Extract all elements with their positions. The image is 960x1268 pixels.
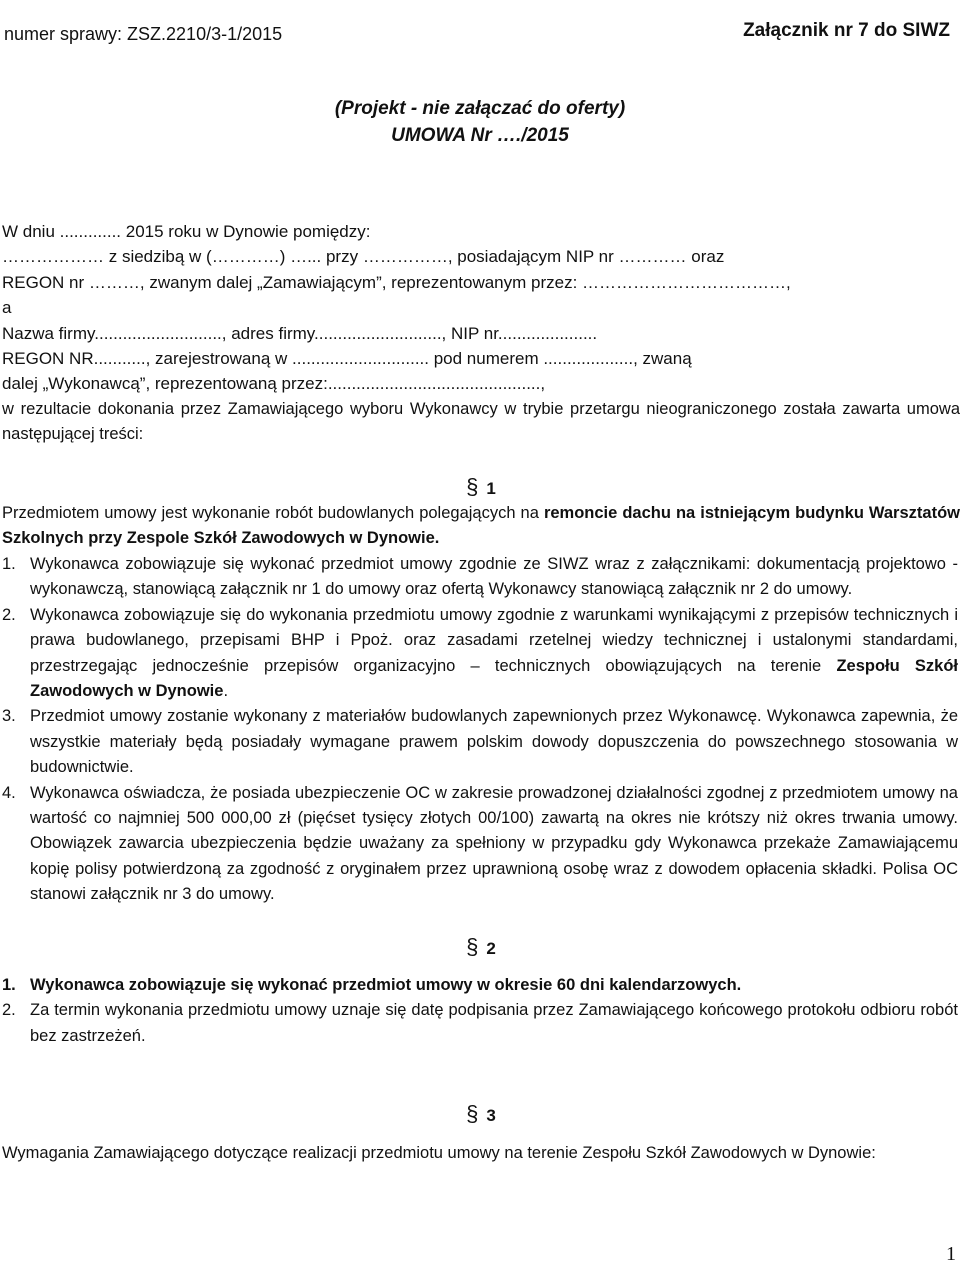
- intro-line: W dniu ............. 2015 roku w Dynowie pomiędzy:: [2, 222, 371, 241]
- attachment-label: Załącznik nr 7 do SIWZ: [743, 20, 950, 41]
- item-number: 2.: [2, 605, 16, 624]
- item-text: Wykonawca zobowiązuje się wykonać przedmiot umowy zgodnie ze SIWZ wraz z załącznikami: dokumentacją projektowo - wykonawczą, stanowiącą załącznik nr 1 do umowy oraz ofertą Wykonawcy stanowiącą załącznik nr 2 do umowy.: [30, 554, 958, 599]
- section-number: 1: [486, 478, 496, 498]
- paragraph-sign: §: [466, 933, 479, 959]
- item-number: 2.: [2, 1001, 16, 1020]
- intro-line: a: [2, 298, 12, 318]
- subject-text: Przedmiotem umowy jest wykonanie robót budowlanych polegających na: [2, 504, 544, 523]
- subject-bold: remoncie dachu na istniejącym budynku Warsztatów Szkolnych przy Zespole Szkół Zawodowych w Dynowie.: [2, 504, 960, 548]
- document-body: [2, 219, 960, 1166]
- draft-note: (Projekt - nie załączać do oferty): [334, 98, 626, 119]
- section-heading-3: [2, 1101, 960, 1128]
- list-item: [2, 973, 960, 998]
- subject-paragraph: [2, 501, 960, 552]
- requirements-paragraph: Wymagania Zamawiającego dotyczące realizacji przedmiotu umowy na terenie Zespołu Szkół Zawodowych w Dynowie:: [2, 1143, 876, 1162]
- intro-line: dalej „Wykonawcą”, reprezentowaną przez:.............................................,: [2, 374, 546, 394]
- section-heading-1: [2, 474, 960, 501]
- section-number: 3: [486, 1106, 496, 1126]
- item-text-part: .: [223, 681, 229, 700]
- section-number: 2: [486, 938, 496, 958]
- list-item: [2, 998, 960, 1049]
- item-text: Za termin wykonania przedmiotu umowy uznaje się datę podpisania przez Zamawiającego końcowego protokołu odbioru robót bez zastrzeżeń.: [30, 1001, 958, 1045]
- document-title: [0, 95, 960, 149]
- item-text: Wykonawca oświadcza, że posiada ubezpieczenie OC w zakresie prowadzonej działalności zgodnej z przedmiotem umowy na wartość co najmniej 500 000,00 zł (pięćset tysięcy złotych 00/100) zawartą na okres nie krótszy niż okres trwania umowy. Obowiązek zawarcia ubezpieczenia będzie uważany za spełniony w przypadku gdy Wykonawca przekaże Zamawiającemu kopię polisy potwierdzoną za zgodność z oryginałem przez uprawnioną osobę wraz z dowodem opłacenia składki. Polisa OC stanowi załącznik nr 3 do umowy.: [30, 783, 958, 904]
- list-item: [2, 781, 960, 908]
- list-item: [2, 704, 960, 780]
- item-number: 3.: [2, 707, 16, 726]
- case-number: numer sprawy: ZSZ.2210/3-1/2015: [4, 24, 283, 44]
- page-number: 1: [946, 1243, 956, 1265]
- list-item: [2, 552, 960, 603]
- item-number: 1.: [2, 975, 16, 994]
- contract-parties: [2, 219, 960, 397]
- item-text-bold: Zespołu Szkół Zawodowych w Dynowie: [30, 656, 958, 700]
- intro-line: REGON NR..........., zarejestrowaną w ............................. pod numerem ..................., zwaną: [2, 349, 692, 369]
- item-number: 4.: [2, 783, 16, 802]
- item-text: Przedmiot umowy zostanie wykonany z materiałów budowlanych zapewnionych przez Wykonawcę. Wykonawca zapewnia, że wszystkie materiały będą posiadały wymagane prawem polskim dowody dopuszczenia do powszechnego stosowania w budownictwie.: [30, 707, 958, 777]
- list-item: [2, 603, 960, 705]
- item-text: Wykonawca zobowiązuje się wykonać przedmiot umowy w okresie 60 dni kalendarzowych.: [30, 975, 742, 994]
- paragraph-sign: §: [466, 1101, 479, 1127]
- item-number: 1.: [2, 554, 16, 573]
- intro-line: ……………… z siedzibą w (…………) …... przy ……………, posiadającym NIP nr ………… oraz: [2, 247, 725, 267]
- paragraph-sign: §: [466, 473, 479, 499]
- intro-paragraph: w rezultacie dokonania przez Zamawiającego wyboru Wykonawcy w trybie przetargu nieograniczonego została zawarta umowa następującej treści:: [2, 399, 960, 444]
- item-text: [30, 603, 960, 705]
- intro-line: Nazwa firmy..........................., adres firmy..........................., NIP nr.....................: [2, 323, 598, 343]
- page-header: [4, 20, 950, 50]
- item-text-part: Wykonawca zobowiązuje się do wykonania przedmiotu umowy zgodnie z warunkami wynikającymi z przepisów technicznych i prawa budowlanego, przepisami BHP i Ppoż. oraz zasadami rzetelnej wiedzy technicznej i ustalonymi standardami, przestrzegając jednocześnie przepisów organizacyjno – technicznych obowiązujących na terenie: [30, 605, 958, 675]
- intro-line: REGON nr ………, zwanym dalej „Zamawiającym”, reprezentowanym przez: ………………………………,: [2, 272, 791, 292]
- contract-title: UMOWA Nr …./2015: [391, 125, 569, 146]
- section-heading-2: [2, 934, 960, 961]
